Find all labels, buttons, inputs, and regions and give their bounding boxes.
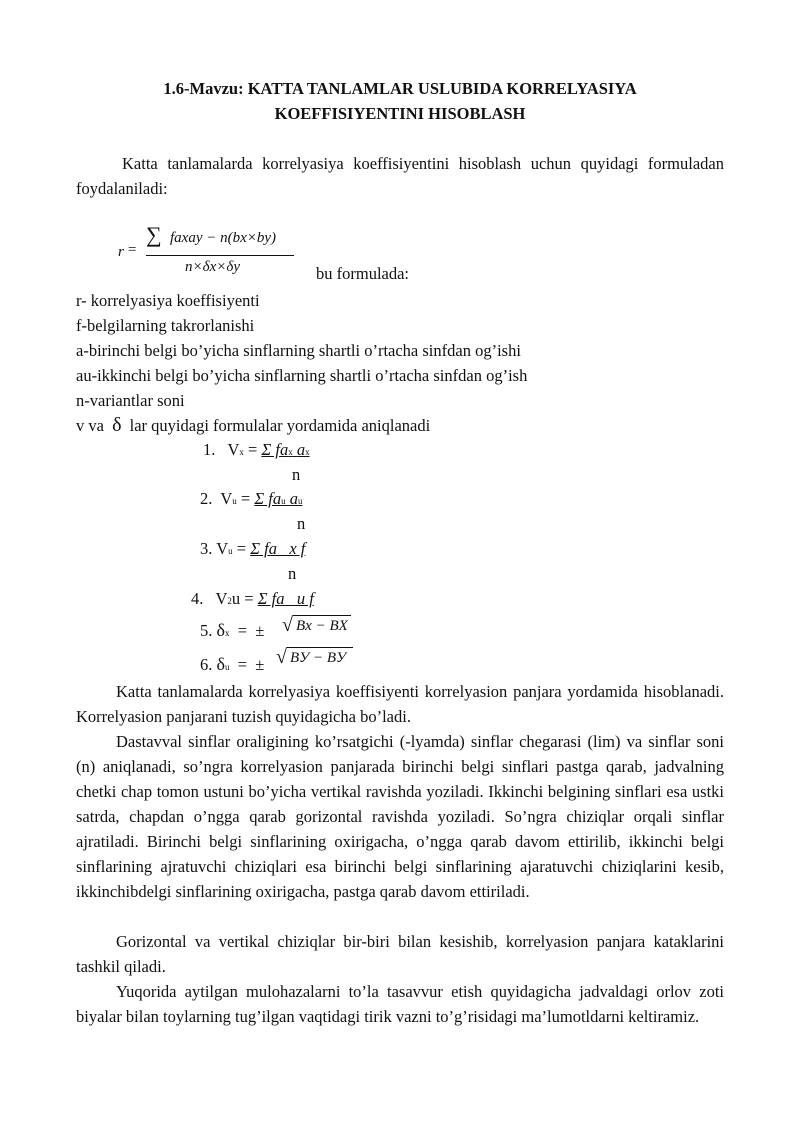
sqrt-symbol: √ xyxy=(282,614,293,636)
formula-5-radicand: Bx − BX xyxy=(296,618,348,634)
formula-2-denominator: n xyxy=(297,514,306,533)
v-delta-line: v va δ lar quyidagi formulalar yordamida aniqlanadi xyxy=(76,414,431,436)
formula-1-denominator: n xyxy=(292,465,301,484)
definition-item: au-ikkinchi belgi bo’yicha sinflarning shartli o’rtacha sinfdan og’ish xyxy=(76,366,528,385)
formula-3-denominator: n xyxy=(288,564,297,583)
paragraph-3: Gorizontal va vertikal chiziqlar bir-biri bilan kesishib, korrelyasion panjara kataklarini tashkil qiladi. xyxy=(76,932,724,976)
formula-lhs: r xyxy=(118,244,124,260)
sqrt-bar xyxy=(293,615,351,616)
document-page: 1.6-Mavzu: KATTA TANLAMLAR USLUBIDA KORRELYASIYA KOEFFISIYENTINI HISOBLASH Katta tanlamalarda korrelyasiya koeffisiyentini hisoblash uchun quyidagi formuladan foydalaniladi: r = ∑ faxay − n(bx×by) n×δx×δy bu formulada: r- korrelyasiya koeffisiyenti f-belgilarning takrorlanishi a-birinchi belgi bo’yicha sinflarning shartli o’rtacha sinfdan og’ishi au-ikkinchi belgi bo’yicha sinflarning shartli o’rtacha sinfdan og’ish n-variantlar soni v va δ lar quyidagi formulalar yordamida aniqlanadi 1. Vx = Σ fax ax n 2. Vu = Σ fau au n 3. Vu = Σ fa x f n 4. V2u = Σ fa u f 5. δx = ± √ Bx − BX 6. δu = ± √ BУ − BУ Katta tanlamalarda korrelyasiya koeffisiyenti korrelyasion panjara yordamida hisoblanadi. Korrelyasion panjarani tuzish quyidagicha bo’ladi. Dastavval sinflar oraligining ko’rsatgichi (-lyamda) sinflar chegarasi (lim) va sinflar soni (n) aniqlanadi, so’ngra korrelyasion panjarada birinchi belgi sinflari pastga qarab, jadvalning chetki chap tomon ustuni bo’yicha vertikal ravishda yoziladi. Ikkinchi belgining sinflari esa ustki satrda, chapdan o’ngga qarab gorizontal ravishda yoziladi. So’ngra chiziqlar orqali sinflar ajratiladi. Birinchi belgi sinflarining oxirigacha, o’ngga qarab davom ettirilib, ikkinchi belgi sinflarining ajratuvchi chiziqlari esa birinchi belgi sinflarining ajaratuvchi chiziqlarini kesib, ikkinchibdelgi sinflarining oxirigacha, pastga qarab davom ettiriladi. Gorizontal va vertikal chiziqlar bir-biri bilan kesishib, korrelyasion panjara kataklarini tashkil qiladi. Yuqorida aytilgan mulohazalarni to’la tasavvur etish quyidagicha jadvaldagi orlov zoti biyalar bilan toylarning tug’ilgan vaqtidagi tirik vazni to’g’risidagi ma’lumotldarni keltiramiz. xyxy=(0,0,800,1131)
formula-note: bu formulada: xyxy=(316,264,410,283)
sqrt-bar xyxy=(287,647,353,648)
paragraph-4: Yuqorida aytilgan mulohazalarni to’la tasavvur etish quyidagicha jadvaldagi orlov zoti biyalar bilan toylarning tug’ilgan vaqtidagi tirik vazni to’g’risidagi ma’lumotldarni keltiramiz. xyxy=(76,982,724,1026)
paragraph-2: Dastavval sinflar oraligining ko’rsatgichi (-lyamda) sinflar chegarasi (lim) va sinflar soni (n) aniqlanadi, so’ngra korrelyasion panjarada birinchi belgi sinflari pastga qarab, jadvalning chetki chap tomon ustuni bo’yicha vertikal ravishda yoziladi. Ikkinchi belgining sinflari esa ustki satrda, chapdan o’ngga qarab gorizontal ravishda yoziladi. So’ngra chiziqlar orqali sinflar ajratiladi. Birinchi belgi sinflarining oxirigacha, o’ngga qarab davom ettirilib, ikkinchi belgi sinflarining ajratuvchi chiziqlari esa birinchi belgi sinflarining ajaratuvchi chiziqlarini kesib, ikkinchibdelgi sinflarining oxirigacha, pastga qarab davom ettiriladi. xyxy=(76,732,724,901)
intro-paragraph: Katta tanlamalarda korrelyasiya koeffisiyentini hisoblash uchun quyidagi formuladan foydalaniladi: xyxy=(76,154,724,198)
sigma-symbol: ∑ xyxy=(146,222,162,247)
formula-numerator: faxay − n(bx×by) xyxy=(170,230,277,246)
formula-eq: = xyxy=(128,242,137,258)
formula-denominator: n×δx×δy xyxy=(185,259,241,275)
definition-item: f-belgilarning takrorlanishi xyxy=(76,316,255,335)
title-line-1: 1.6-Mavzu: KATTA TANLAMLAR USLUBIDA KORRELYASIYA xyxy=(163,79,637,98)
delta-symbol: δ xyxy=(112,414,122,436)
formula-6-radicand: BУ − BУ xyxy=(290,650,347,666)
definition-item: a-birinchi belgi bo’yicha sinflarning shartli o’rtacha sinfdan og’ishi xyxy=(76,341,521,360)
page-title xyxy=(76,76,724,126)
title-line-2: KOEFFISIYENTINI HISOBLASH xyxy=(274,104,526,123)
paragraph-1: Katta tanlamalarda korrelyasiya koeffisiyenti korrelyasion panjara yordamida hisoblanadi. Korrelyasion panjarani tuzish quyidagicha bo’ladi. xyxy=(76,682,724,726)
formula-fraction-line xyxy=(146,255,294,256)
sqrt-symbol: √ xyxy=(276,646,287,668)
definition-item: r- korrelyasiya koeffisiyenti xyxy=(76,291,260,310)
definition-item: n-variantlar soni xyxy=(76,391,185,410)
